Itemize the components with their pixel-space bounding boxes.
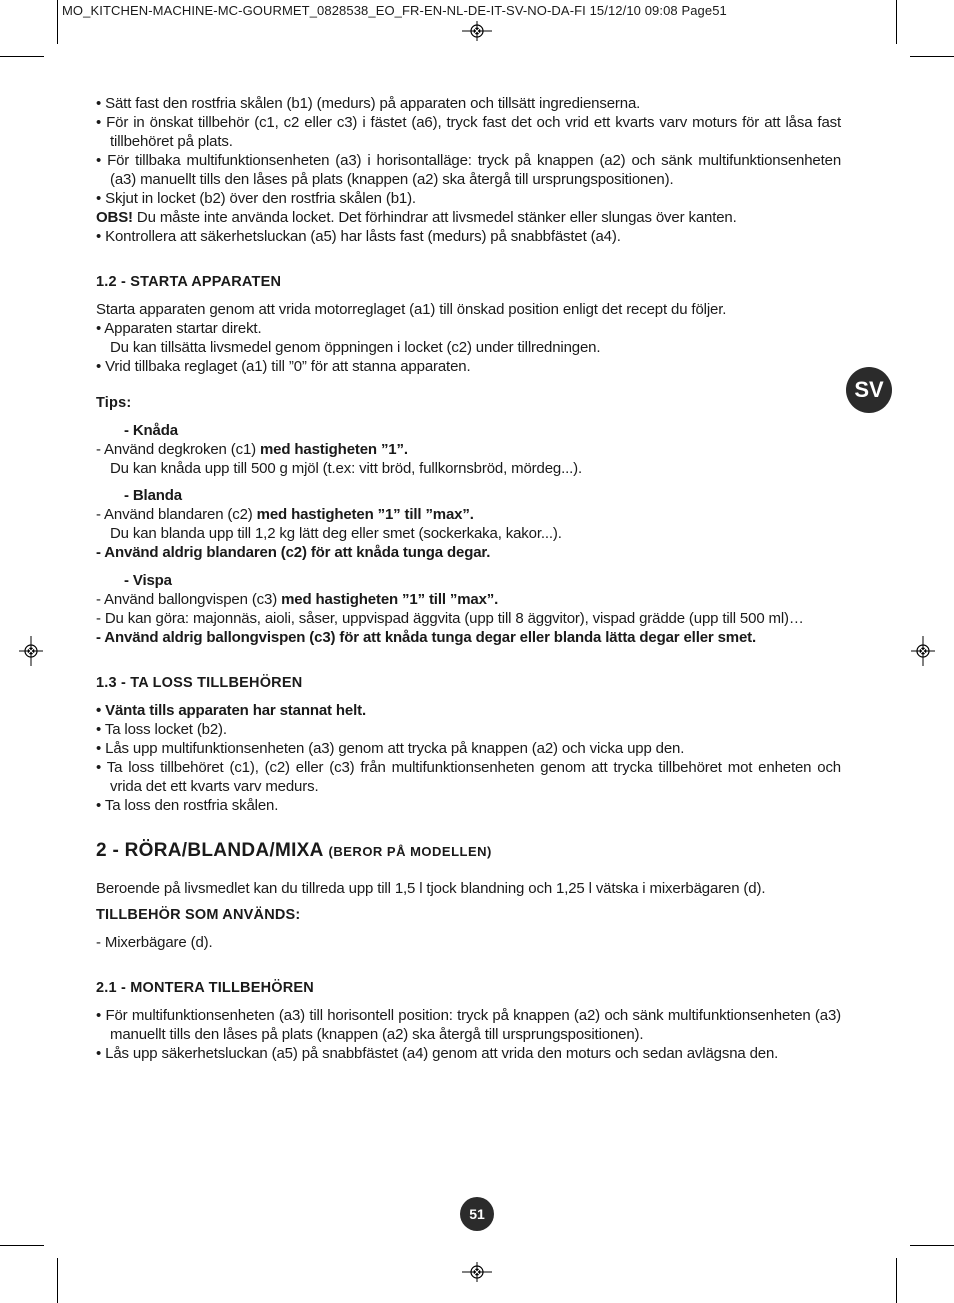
paragraph: Starta apparaten genom att vrida motorreglaget (a1) till önskad position enligt det recept du följer. <box>96 301 727 318</box>
list-item: • Sätt fast den rostfria skålen (b1) (medurs) på apparaten och tillsätt ingredienserna. <box>96 95 641 112</box>
tip-title-vispa: - Vispa <box>124 572 172 589</box>
list-item: • Vänta tills apparaten har stannat helt. <box>96 702 367 719</box>
list-item: • Ta loss locket (b2). <box>96 721 227 738</box>
list-item-continuation: Du kan tillsätta livsmedel genom öppningen i locket (c2) under tillredningen. <box>110 339 601 356</box>
language-tab: SV <box>846 367 892 413</box>
list-item: • Ta loss den rostfria skålen. <box>96 797 279 814</box>
tip-line: - Använd blandaren (c2) med hastigheten ”1” till ”max”. <box>96 506 474 523</box>
note: OBS! Du måste inte använda locket. Det förhindrar att livsmedel stänker eller slungas över kanten. <box>96 209 737 226</box>
list-item: - Mixerbägare (d). <box>96 934 213 951</box>
registration-mark-icon <box>19 636 43 666</box>
chapter-heading: 2 - RÖRA/BLANDA/MIXA (BEROR PÅ MODELLEN) <box>96 840 492 861</box>
tip-line: Du kan knåda upp till 500 g mjöl (t.ex: vitt bröd, fullkornsbröd, mördeg...). <box>110 460 583 477</box>
list-item: • Ta loss tillbehöret (c1), (c2) eller (c3) från multifunktionsenheten genom att trycka tillbehöret mot enheten och vrida det ett kvarts varv medurs. <box>96 759 841 795</box>
section-heading: 2.1 - MONTERA TILLBEHÖREN <box>96 980 314 996</box>
list-item: • För in önskat tillbehör (c1, c2 eller c3) i fästet (a6), tryck fast det och vrid ett kvarts varv moturs för att låsa fast tillbehöret på plats. <box>96 114 842 150</box>
registration-mark-icon <box>462 21 492 41</box>
tip-title-blanda: - Blanda <box>124 487 182 504</box>
page-number: 51 <box>460 1197 494 1231</box>
section-heading: TILLBEHÖR SOM ANVÄNDS: <box>96 907 301 923</box>
paragraph: Beroende på livsmedlet kan du tillreda upp till 1,5 l tjock blandning och 1,25 l vätska i mixerbägaren (d). <box>96 880 766 897</box>
tip-title-knada: - Knåda <box>124 422 178 439</box>
registration-mark-icon <box>462 1262 492 1282</box>
list-item: • Vrid tillbaka reglaget (a1) till ”0” för att stanna apparaten. <box>96 358 471 375</box>
list-item: • Skjut in locket (b2) över den rostfria skålen (b1). <box>96 190 416 207</box>
list-item: • Lås upp säkerhetsluckan (a5) på snabbfästet (a4) genom att vrida den moturs och sedan avlägsna den. <box>96 1045 779 1062</box>
section-heading: 1.3 - TA LOSS TILLBEHÖREN <box>96 675 303 691</box>
warning-line: - Använd aldrig blandaren (c2) för att knåda tunga degar. <box>96 544 491 561</box>
list-item: • För multifunktionsenheten (a3) till horisontell position: tryck på knappen (a2) och sänk multifunktionsenheten (a3) manuellt tills den låses på plats (knappen (a2) ska återgå till ursprungspositionen). <box>96 1007 841 1043</box>
list-item: • Kontrollera att säkerhetsluckan (a5) har låsts fast (medurs) på snabbfästet (a4). <box>96 228 621 245</box>
tips-label: Tips: <box>96 395 132 411</box>
list-item: • Apparaten startar direkt. <box>96 320 262 337</box>
list-item: • För tillbaka multifunktionsenheten (a3) i horisontalläge: tryck på knappen (a2) och sänk multifunktionsenheten (a3) manuellt tills den låses på plats (knappen (a2) ska återgå till ursprungspositionen). <box>96 152 842 188</box>
registration-mark-icon <box>911 636 935 666</box>
tip-line: - Använd ballongvispen (c3) med hastigheten ”1” till ”max”. <box>96 591 499 608</box>
section-heading: 1.2 - STARTA APPARATEN <box>96 274 282 290</box>
warning-line: - Använd aldrig ballongvispen (c3) för att knåda tunga degar eller blanda lätta degar eller smet. <box>96 629 757 646</box>
tip-line: - Du kan göra: majonnäs, aioli, såser, uppvispad äggvita (upp till 8 äggvitor), vispad grädde (upp till 500 ml)… <box>96 610 804 627</box>
tip-line: - Använd degkroken (c1) med hastigheten ”1”. <box>96 441 408 458</box>
list-item: • Lås upp multifunktionsenheten (a3) genom att trycka på knappen (a2) och vicka upp den. <box>96 740 685 757</box>
tip-line: Du kan blanda upp till 1,2 kg lätt deg eller smet (sockerkaka, kakor...). <box>110 525 562 542</box>
print-slug: MO_KITCHEN-MACHINE-MC-GOURMET_0828538_EO_FR-EN-NL-DE-IT-SV-NO-DA-FI 15/12/10 09:08 Page51 <box>62 3 727 18</box>
page-body <box>96 94 841 1063</box>
